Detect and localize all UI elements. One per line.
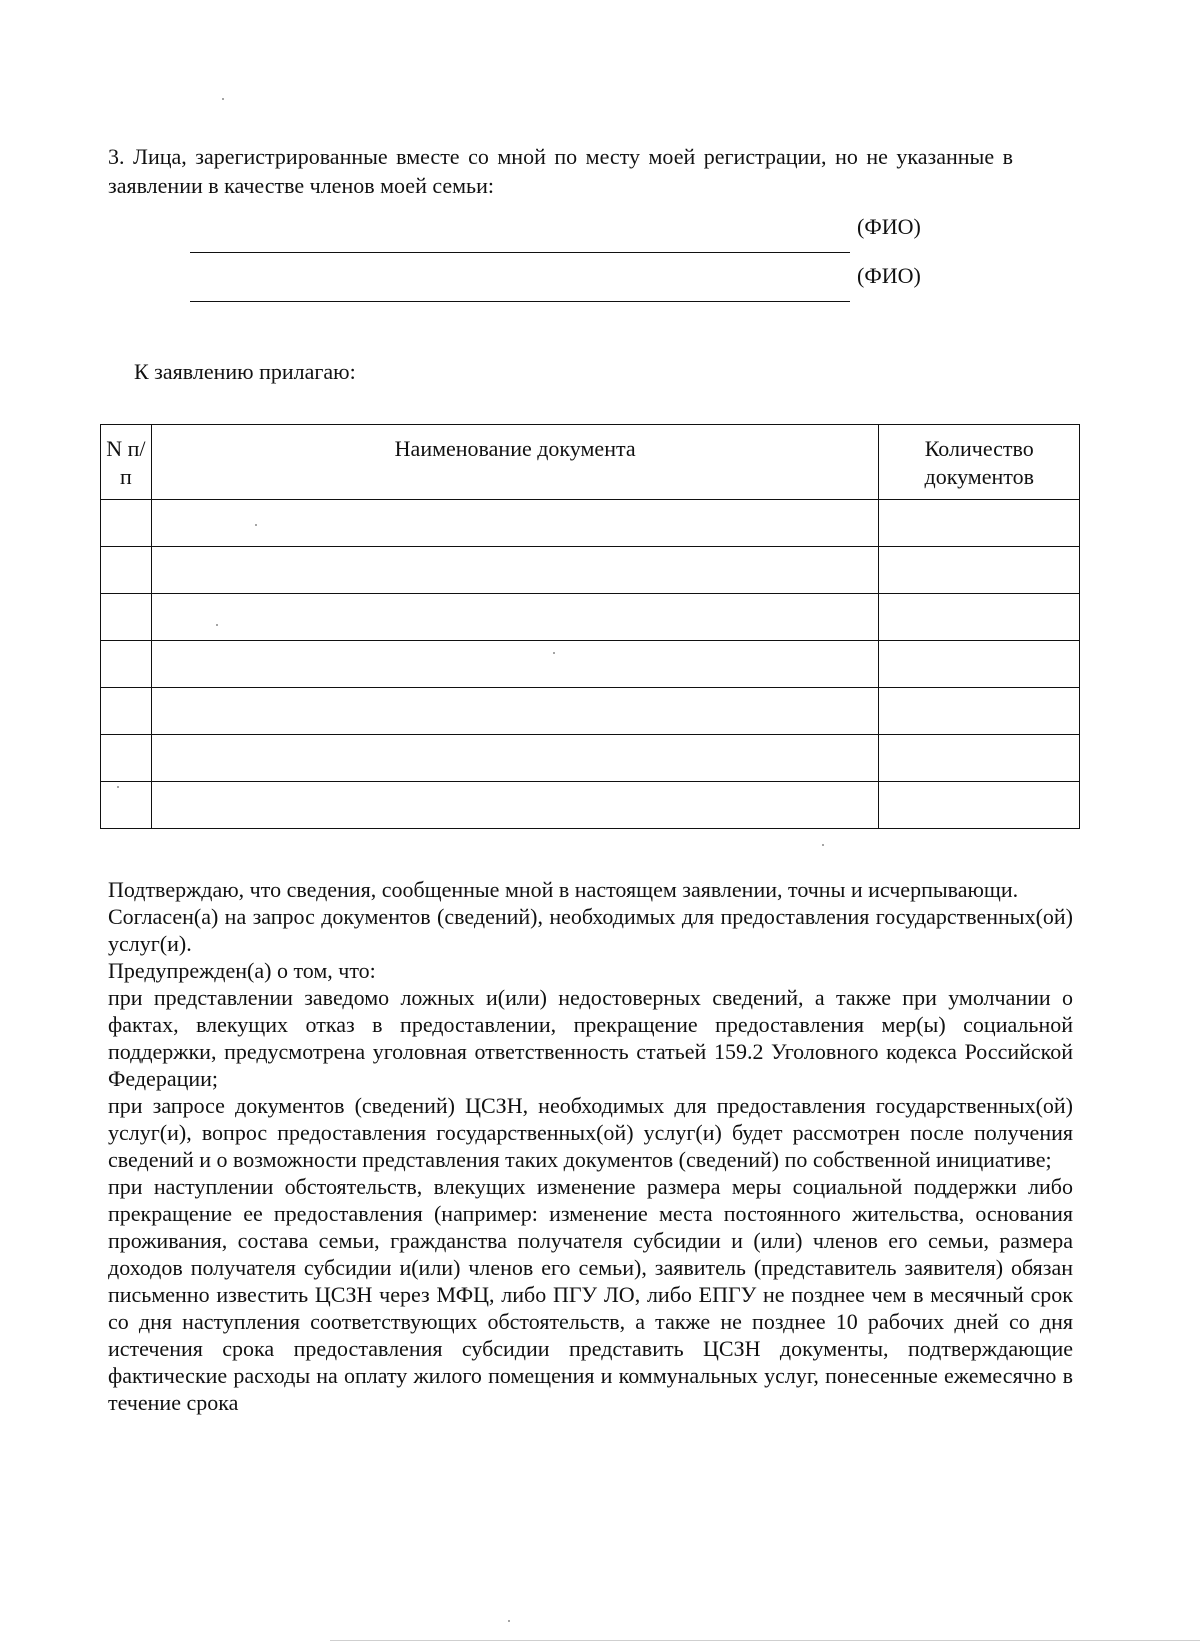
cell-number[interactable] (101, 735, 152, 782)
declarations-text (108, 876, 1073, 1416)
cell-document-count[interactable] (879, 594, 1080, 641)
section-3-paragraph: 3. Лица, зарегистрированные вместе со мной по месту моей регистрации, но не указанные в заявлении в качестве членов моей семьи: (108, 144, 1013, 198)
scan-speck (553, 652, 555, 654)
scan-speck (822, 844, 824, 846)
fio-underline-1[interactable] (190, 252, 850, 253)
cell-document-count[interactable] (879, 735, 1080, 782)
paragraph-document-request: при запросе документов (сведений) ЦСЗН, необходимых для предоставления государственных(ой) услуг(и), вопрос предоставления государственных(ой) услуг(и) будет рассмотрен после получения сведений и о возможности представления таких документов (сведений) по собственной инициативе; (108, 1093, 1073, 1172)
cell-number[interactable] (101, 688, 152, 735)
table-row (101, 547, 1080, 594)
paragraph-liability: при представлении заведомо ложных и(или) недостоверных сведений, а также при умолчании о фактах, влекущих отказ в предоставлении, прекращение предоставления мер(ы) социальной поддержки, предусмотрена уголовная ответственность статьей 159.2 Уголовного кодекса Российской Федерации; (108, 985, 1073, 1091)
header-document-name: Наименование документа (151, 425, 879, 500)
cell-document-count[interactable] (879, 782, 1080, 829)
paragraph-warning-intro: Предупрежден(а) о том, что: (108, 958, 376, 983)
cell-number[interactable] (101, 500, 152, 547)
cell-document-name[interactable] (151, 735, 879, 782)
header-document-count: Количество документов (879, 425, 1080, 500)
scan-speck (222, 98, 224, 100)
table-row (101, 641, 1080, 688)
table-row (101, 735, 1080, 782)
cell-document-name[interactable] (151, 594, 879, 641)
table-row (101, 594, 1080, 641)
cell-number[interactable] (101, 594, 152, 641)
scan-speck (255, 524, 257, 526)
cell-document-count[interactable] (879, 500, 1080, 547)
cell-document-name[interactable] (151, 641, 879, 688)
table-row (101, 782, 1080, 829)
fio-underline-2[interactable] (190, 301, 850, 302)
cell-number[interactable] (101, 547, 152, 594)
cell-number[interactable] (101, 782, 152, 829)
cell-document-name[interactable] (151, 547, 879, 594)
table-row (101, 688, 1080, 735)
cell-document-name[interactable] (151, 782, 879, 829)
fio-field-1[interactable] (190, 213, 930, 253)
table-header-row (101, 425, 1080, 500)
table-row (101, 500, 1080, 547)
scan-bottom-edge (330, 1640, 1200, 1641)
scan-speck (117, 786, 119, 788)
attachments-label: К заявлению прилагаю: (134, 359, 356, 384)
paragraph-confirmation: Подтверждаю, что сведения, сообщенные мной в настоящем заявлении, точны и исчерпывающи. (108, 877, 1019, 902)
cell-document-name[interactable] (151, 688, 879, 735)
cell-document-name[interactable] (151, 500, 879, 547)
scan-speck (508, 1620, 510, 1622)
attachments-table (100, 424, 1080, 829)
cell-document-count[interactable] (879, 641, 1080, 688)
cell-document-count[interactable] (879, 547, 1080, 594)
cell-document-count[interactable] (879, 688, 1080, 735)
fio-field-2[interactable] (190, 262, 930, 302)
cell-number[interactable] (101, 641, 152, 688)
paragraph-consent: Согласен(а) на запрос документов (сведений), необходимых для предоставления государственных(ой) услуг(и). (108, 904, 1073, 956)
paragraph-notification-duty: при наступлении обстоятельств, влекущих изменение размера меры социальной поддержки либо прекращение ее предоставления (например: изменение места постоянного жительства, основания проживания, состава семьи, гражданства получателя субсидии и (или) членов его семьи, размера доходов получателя субсидии и(или) членов его семьи), заявитель (представитель заявителя) обязан письменно известить ЦСЗН через МФЦ, либо ПГУ ЛО, либо ЕПГУ не позднее чем в месячный срок со дня наступления соответствующих обстоятельств, а также не позднее 10 рабочих дней со дня истечения срока предоставления субсидии представить ЦСЗН документы, подтверждающие фактические расходы на оплату жилого помещения и коммунальных услуг, понесенные ежемесячно в течение срока (108, 1174, 1073, 1415)
table-body (101, 500, 1080, 829)
fio-label-2: (ФИО) (857, 263, 921, 288)
fio-label-1: (ФИО) (857, 214, 921, 239)
scan-speck (216, 624, 218, 626)
header-number: N п/п (101, 425, 152, 500)
